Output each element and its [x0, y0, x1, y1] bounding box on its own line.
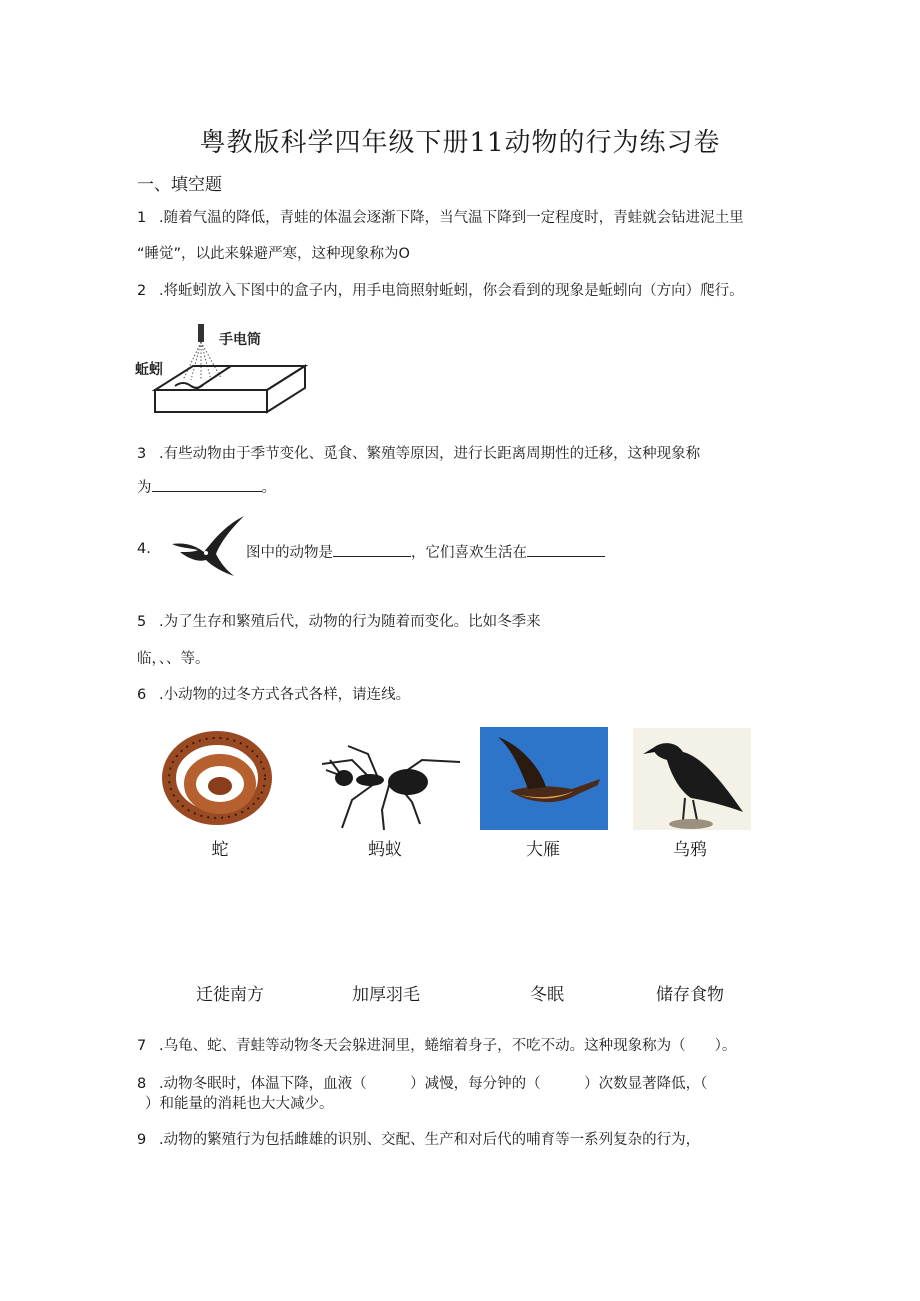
- question-4-number: 4.: [137, 541, 151, 557]
- question-number: 8: [137, 1076, 147, 1092]
- question-9: [137, 1128, 700, 1149]
- method-migrate-south[interactable]: 迁徙南方: [196, 985, 264, 1005]
- question-text: .动物冬眠时，体温下降，血液（ ）减慢，每分钟的（ ）次数显著降低，（: [159, 1076, 708, 1092]
- animal-label-snake: 蛇: [211, 840, 229, 860]
- animal-label-goose: 大雁: [526, 840, 560, 860]
- question-number: 2: [137, 283, 147, 299]
- method-store-food[interactable]: 储存食物: [656, 985, 724, 1005]
- method-hibernate[interactable]: 冬眠: [530, 985, 564, 1005]
- section-heading-fill-blank: 一、填空题: [137, 175, 222, 195]
- animal-label-ant: 蚂蚁: [368, 840, 402, 860]
- question-text: .将蚯蚓放入下图中的盒子内，用手电筒照射蚯蚓，你会看到的现象是蚯蚓向（方向）爬行。: [159, 283, 744, 299]
- flashlight-label: 手电筒: [219, 332, 261, 348]
- question-number: 5: [137, 614, 147, 630]
- question-3: [137, 442, 700, 463]
- question-5: [137, 610, 541, 631]
- answer-blank-habitat[interactable]: [527, 542, 605, 557]
- question-6: [137, 683, 410, 704]
- answer-blank-animal[interactable]: [333, 542, 411, 557]
- ant-image: [312, 740, 462, 830]
- question-number: 7: [137, 1038, 147, 1054]
- animal-label-crow: 乌鸦: [673, 840, 707, 860]
- question-text: .有些动物由于季节变化、觅食、繁殖等原因，进行长距离周期性的迁移，这种现象称: [159, 446, 701, 462]
- page-title: 粤教版科学四年级下册11动物的行为练习卷: [199, 128, 721, 158]
- question-number: 6: [137, 687, 147, 703]
- question-3-line-2: [137, 476, 276, 497]
- question-8-line-2: ）和能量的消耗也大大减少。: [145, 1096, 334, 1112]
- question-number: 3: [137, 446, 147, 462]
- question-number: 9: [137, 1132, 147, 1148]
- question-text: .小动物的过冬方式各式各样，请连线。: [159, 687, 411, 703]
- question-text: 图中的动物是: [246, 545, 333, 561]
- wild-goose-image: [480, 727, 608, 830]
- answer-blank[interactable]: [152, 477, 262, 492]
- question-text: .乌龟、蛇、青蛙等动物冬天会躲进洞里，蜷缩着身子，不吃不动。这种现象称为（ ）。: [159, 1038, 737, 1054]
- question-text: .随着气温的降低，青蛙的体温会逐渐下降，当气温下降到一定程度时，青蛙就会钻进泥土里: [159, 210, 744, 226]
- flashlight-box-figure: [135, 318, 315, 418]
- question-1-line-2: “睡觉”，以此来躲避严寒，这种现象称为O: [137, 246, 410, 262]
- answer-prefix: 为: [137, 480, 152, 496]
- answer-suffix: 。: [261, 480, 276, 496]
- question-4: [246, 541, 605, 562]
- method-thicker-feathers[interactable]: 加厚羽毛: [352, 985, 420, 1005]
- question-2: [137, 279, 744, 300]
- question-text: .动物的繁殖行为包括雌雄的识别、交配、生产和对后代的哺育等一系列复杂的行为，: [159, 1132, 701, 1148]
- question-8: [137, 1072, 707, 1093]
- question-text: .为了生存和繁殖后代，动物的行为随着而变化。比如冬季来: [159, 614, 541, 630]
- earthworm-label: 蚯蚓: [135, 362, 163, 378]
- question-7: [137, 1034, 736, 1055]
- crow-image: [633, 728, 751, 830]
- snake-image: [162, 728, 272, 828]
- swallow-icon: [166, 512, 246, 578]
- question-1: [137, 206, 744, 227]
- question-number: 1: [137, 210, 147, 226]
- question-text-2: ，它们喜欢生活在: [411, 545, 527, 561]
- question-5-line-2: 临，、、等。: [137, 651, 210, 667]
